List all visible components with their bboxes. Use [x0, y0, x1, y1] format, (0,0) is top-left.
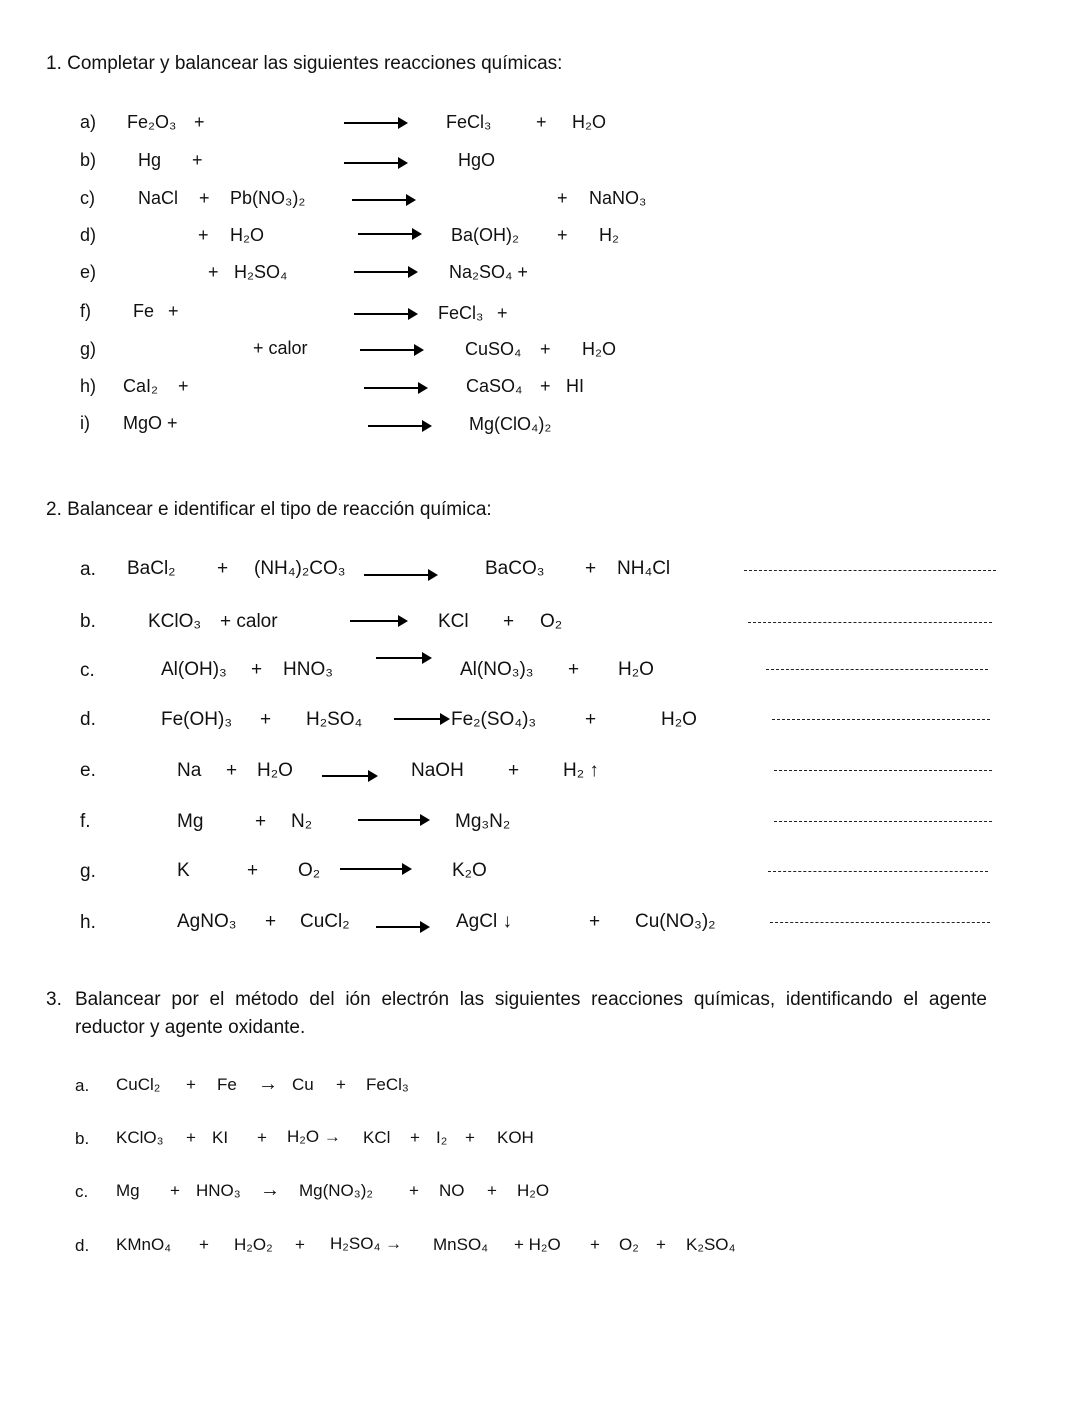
product: MnSO₄ [433, 1235, 489, 1254]
plus-sign: + [247, 860, 259, 881]
product: K₂O [452, 860, 487, 881]
row-label: b) [80, 150, 97, 170]
product: O₂ [540, 611, 563, 632]
product: AgCl ↓ [456, 911, 512, 932]
product: H₂ [599, 225, 619, 245]
plus-sign: + [226, 760, 238, 781]
row-label: b. [80, 611, 96, 632]
plus-sign: + [186, 1128, 196, 1147]
product: Mg(ClO₄)₂ [469, 414, 552, 434]
reactant: Fe(OH)₃ [161, 709, 233, 730]
reactant: Hg [138, 150, 162, 170]
product: NaNO₃ [589, 188, 647, 208]
reaction-condition: + calor [253, 338, 308, 358]
row-label: a) [80, 112, 97, 132]
plus-sign: + [497, 303, 508, 323]
reactant: HNO₃ [196, 1181, 241, 1200]
reactant: CuCl₂ [116, 1075, 161, 1094]
plus-sign: + [557, 225, 568, 245]
reactant: KClO₃ [148, 611, 202, 632]
product: Mg₃N₂ [455, 811, 511, 832]
product: Mg(NO₃)₂ [299, 1181, 373, 1200]
product: O₂ [619, 1235, 639, 1254]
product: H₂O [517, 1181, 550, 1200]
product: KCl [363, 1128, 391, 1147]
reactant: N₂ [291, 811, 313, 832]
reactant: Fe₂O₃ [127, 112, 177, 132]
section-3-number: 3. [46, 989, 62, 1010]
reactant: CuCl₂ [300, 911, 350, 932]
product: HgO [458, 150, 496, 170]
plus-sign: + [199, 188, 210, 208]
arrow-icon: → [260, 1179, 280, 1201]
answer-line[interactable] [744, 570, 996, 571]
section-2-heading: 2. Balancear e identificar el tipo de reacción química: [46, 499, 492, 520]
row-label: c) [80, 188, 95, 208]
reaction-arrow [358, 819, 428, 821]
product: KCl [438, 611, 469, 632]
plus-sign: + [336, 1075, 346, 1094]
reactant: Fe [133, 301, 155, 321]
section-1-heading: 1. Completar y balancear las siguientes reacciones químicas: [46, 53, 563, 74]
product: Ba(OH)₂ [451, 225, 519, 245]
product: H₂O [618, 659, 654, 680]
reactant: HNO₃ [283, 659, 333, 680]
plus-sign: + [251, 659, 263, 680]
section-3-heading-line2: reductor y agente oxidante. [75, 1017, 306, 1038]
product: KOH [497, 1128, 534, 1147]
reactant: KMnO₄ [116, 1235, 172, 1254]
plus-sign: + [186, 1075, 196, 1094]
reactant: H₂O → [287, 1127, 341, 1146]
plus-sign: + [540, 339, 551, 359]
reactant: H₂SO₄ [234, 262, 288, 282]
answer-line[interactable] [774, 821, 992, 822]
answer-line[interactable] [768, 871, 988, 872]
row-label: b. [75, 1129, 90, 1148]
reactant: (NH₄)₂CO₃ [254, 558, 346, 579]
product: + H₂O [514, 1235, 561, 1254]
product: FeCl₃ [366, 1075, 409, 1094]
reactant: H₂O [257, 760, 293, 781]
reaction-arrow [322, 775, 376, 777]
product: NH₄Cl [617, 558, 671, 579]
product: H₂O [661, 709, 697, 730]
plus-sign: + [540, 376, 551, 396]
product: BaCO₃ [485, 558, 545, 579]
reaction-arrow [354, 313, 416, 315]
reaction-arrow [376, 926, 428, 928]
section-3-heading [75, 986, 987, 1042]
product: H₂O [572, 112, 606, 132]
plus-sign: + [295, 1235, 305, 1254]
product: FeCl₃ [438, 303, 484, 323]
reactant: CaI₂ [123, 376, 158, 396]
reaction-arrow [364, 574, 436, 576]
reaction-arrow [340, 868, 410, 870]
product: NO [439, 1181, 465, 1200]
product: H₂O [582, 339, 616, 359]
reactant: K [177, 860, 190, 881]
product: K₂SO₄ [686, 1235, 736, 1254]
row-label: e. [80, 760, 96, 781]
row-label: i) [80, 413, 90, 433]
plus-sign: + [410, 1128, 420, 1147]
reactant: Pb(NO₃)₂ [230, 188, 306, 208]
reactant: H₂SO₄ → [330, 1234, 403, 1253]
answer-line[interactable] [772, 719, 990, 720]
row-label: f) [80, 301, 91, 321]
product: Cu(NO₃)₂ [635, 911, 716, 932]
plus-sign: + [170, 1181, 180, 1200]
reactant: O₂ [298, 860, 321, 881]
row-label: d. [75, 1236, 90, 1255]
product: NaOH [411, 760, 464, 781]
product: Cu [292, 1075, 314, 1094]
row-label: c. [80, 660, 95, 681]
reactant: KI [212, 1128, 229, 1147]
reactant: Na [177, 760, 202, 781]
reaction-arrow [364, 387, 426, 389]
reactant: Fe [217, 1075, 237, 1094]
plus-sign: + [198, 225, 209, 245]
answer-line[interactable] [748, 622, 992, 623]
reaction-arrow [344, 122, 406, 124]
plus-sign: + [168, 301, 179, 321]
reaction-arrow [394, 718, 448, 720]
answer-line[interactable] [770, 922, 990, 923]
reaction-arrow [360, 349, 422, 351]
reaction-arrow [352, 199, 414, 201]
reactant: H₂O [230, 225, 264, 245]
product: Na₂SO₄ + [449, 262, 528, 282]
row-label: d. [80, 709, 96, 730]
plus-sign: + [199, 1235, 209, 1254]
arrow-icon: → [258, 1073, 278, 1095]
reaction-arrow [354, 271, 416, 273]
plus-sign: + [178, 376, 189, 396]
reactant: Mg [177, 811, 204, 832]
reaction-arrow [368, 425, 430, 427]
plus-sign: + [217, 558, 229, 579]
plus-sign: + [503, 611, 515, 632]
plus-sign: + [409, 1181, 419, 1200]
product: CuSO₄ [465, 339, 522, 359]
product: H₂ ↑ [563, 760, 599, 781]
reactant: NaCl [138, 188, 179, 208]
reactant: KClO₃ [116, 1128, 164, 1147]
reaction-arrow [358, 233, 420, 235]
plus-sign: + [656, 1235, 666, 1254]
product: I₂ [436, 1128, 448, 1147]
plus-sign: + [568, 659, 580, 680]
row-label: d) [80, 225, 97, 245]
plus-sign: + [265, 911, 277, 932]
plus-sign: + [208, 262, 219, 282]
plus-sign: + [260, 709, 272, 730]
reaction-condition: + calor [220, 611, 278, 632]
answer-line[interactable] [766, 669, 988, 670]
row-label: g) [80, 339, 97, 359]
section-3-heading-line1: Balancear por el método del ión electrón las siguientes reacciones químicas, identificando el agente [75, 989, 987, 1010]
row-label: g. [80, 861, 96, 882]
product: Al(NO₃)₃ [460, 659, 534, 680]
plus-sign: + [255, 811, 267, 832]
product: HI [566, 376, 584, 396]
reaction-arrow [376, 657, 430, 659]
row-label: c. [75, 1182, 89, 1201]
product: CaSO₄ [466, 376, 523, 396]
reactant: H₂O₂ [234, 1235, 273, 1254]
row-label: e) [80, 262, 97, 282]
reactant: AgNO₃ [177, 911, 237, 932]
plus-sign: + [487, 1181, 497, 1200]
plus-sign: + [465, 1128, 475, 1147]
row-label: h. [80, 912, 96, 933]
product: Fe₂(SO₄)₃ [451, 709, 537, 730]
plus-sign: + [557, 188, 568, 208]
plus-sign: + [590, 1235, 600, 1254]
plus-sign: + [536, 112, 547, 132]
reactant: H₂SO₄ [306, 709, 363, 730]
plus-sign: + [194, 112, 205, 132]
plus-sign: + [585, 558, 597, 579]
plus-sign: + [257, 1128, 267, 1147]
reactant: BaCl₂ [127, 558, 176, 579]
row-label: a. [75, 1076, 90, 1095]
plus-sign: + [589, 911, 601, 932]
answer-line[interactable] [774, 770, 992, 771]
product: FeCl₃ [446, 112, 492, 132]
row-label: a. [80, 559, 96, 580]
reaction-arrow [344, 162, 406, 164]
plus-sign: + [508, 760, 520, 781]
reaction-arrow [350, 620, 406, 622]
plus-sign: + [192, 150, 203, 170]
reactant: Al(OH)₃ [161, 659, 227, 680]
plus-sign: + [585, 709, 597, 730]
reactant: Mg [116, 1181, 140, 1200]
row-label: f. [80, 811, 91, 832]
reactant: MgO + [123, 413, 178, 433]
row-label: h) [80, 376, 97, 396]
